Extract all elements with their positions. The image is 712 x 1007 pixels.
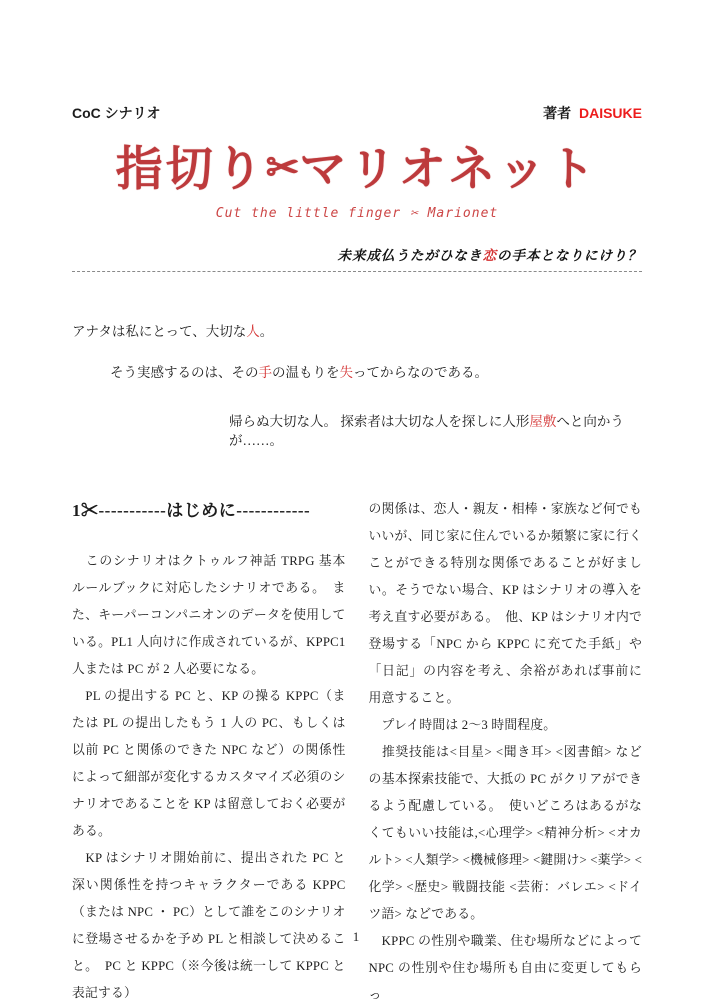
body-paragraph: 推奨技能は<目星> <聞き耳> <図書館> などの基本探索技能で、大抵の PC がクリアができるよう配慮している。 使いどころはあるがなくてもいい技能は,<心理学> <精神分析> <オカルト> <人類学> <機械修理> <鍵開け> <薬学> <化学> <歴史> 戦闘技能 <芸術：バレエ> <ドイツ語> などである。 xyxy=(368,745,642,921)
english-subtitle: Cut the little finger ✂ Marionet xyxy=(215,206,499,221)
author-name: DAISUKE xyxy=(578,105,642,121)
intro-line-2-text: そう実感するのは、その xyxy=(110,365,259,380)
page-number: 1 xyxy=(352,929,360,944)
author-block xyxy=(543,103,642,123)
intro-line-3-text: 帰らぬ大切な人。 探索者は大切な人を探しに人形 xyxy=(229,414,530,429)
intro-line-1 xyxy=(72,322,642,341)
body-paragraph: の関係は、恋人・親友・相棒・家族など何でもいいが、同じ家に住んでいるか頻繁に家に行くことができる特別な関係であることが好ましい。そうでない場合、KP はシナリオの導入を考え直す必要がある。 他、KP はシナリオ内で登場する「NPC から KPPC に充てた手紙」や「日記」の内容を考え、余裕があれば事前に用意すること。 xyxy=(368,502,642,705)
intro-line-1-text: アナタは私にとって、大切な xyxy=(72,324,247,339)
intro-line-3 xyxy=(229,412,642,450)
section-title: はじめに xyxy=(166,501,237,520)
intro-line-2-accent-2: 失 xyxy=(339,365,353,380)
intro-line-2-accent-1: 手 xyxy=(258,365,272,380)
section-dashes-left: ----------- xyxy=(98,501,167,520)
intro-section xyxy=(72,322,642,450)
section-number: 1 xyxy=(72,501,81,520)
intro-line-2 xyxy=(110,363,642,382)
title-text-post: マリオネット xyxy=(299,144,599,196)
intro-line-3-accent: 屋敷 xyxy=(529,414,557,429)
intro-line-2-end: ってからなのである。 xyxy=(353,365,488,380)
section-scissors-icon: ✂ xyxy=(81,501,99,520)
tagline xyxy=(72,244,642,264)
intro-line-1-end: 。 xyxy=(259,324,274,339)
body-paragraph: プレイ時間は 2〜3 時間程度。 xyxy=(368,718,557,732)
dashed-divider xyxy=(72,271,642,272)
section-dashes-right: ------------ xyxy=(236,501,311,520)
intro-line-2-mid: の温もりを xyxy=(272,365,340,380)
tagline-text-post: の手本となりにけり？ xyxy=(497,248,642,263)
body-paragraph: PL の提出する PC と、KP の操る KPPC（または PL の提出したもう 1 人の PC、もしくは以前 PC と関係のできた NPC など）の関係性によって細部が変化するカスタマイズ必須のシナリオであることを KP は留意しておく必要がある。 xyxy=(72,689,346,838)
header xyxy=(72,103,642,123)
intro-line-1-accent: 人 xyxy=(246,324,260,339)
body-paragraph: このシナリオはクトゥルフ神話 TRPG 基本ルールブックに対応したシナリオである。 また、キーパーコンパニオンのデータを使用している。PL1 人向けに作成されているが、KPPC1 人または PC が 2 人必要になる。 xyxy=(72,554,346,676)
scissors-icon: ✂ xyxy=(265,145,300,190)
tagline-text-pre: 未来成仏うたがひなき xyxy=(337,248,483,263)
body-paragraph: KPPC の性別や職業、住む場所などによって NPC の性別や住む場所も自由に変更してもらっ xyxy=(368,934,642,1002)
section-heading xyxy=(72,496,346,521)
author-label: 著者 xyxy=(543,105,572,121)
intro-line-3-end: へと向かうが……。 xyxy=(229,414,624,448)
tagline-accent: 恋 xyxy=(482,248,497,263)
doc-type-label: CoC シナリオ xyxy=(72,105,161,121)
title-text-pre: 指切り xyxy=(115,144,266,196)
body-paragraph: KP はシナリオ開始前に、提出された PC と深い関係性を持つキャラクターである KPPC（または NPC ・ PC）として誰をこのシナリオに登場させるかを予め PL と相談して決めること。 PC と KPPC（※今後は統一して KPPC と表記する） xyxy=(72,851,346,1000)
page-title xyxy=(72,137,642,201)
